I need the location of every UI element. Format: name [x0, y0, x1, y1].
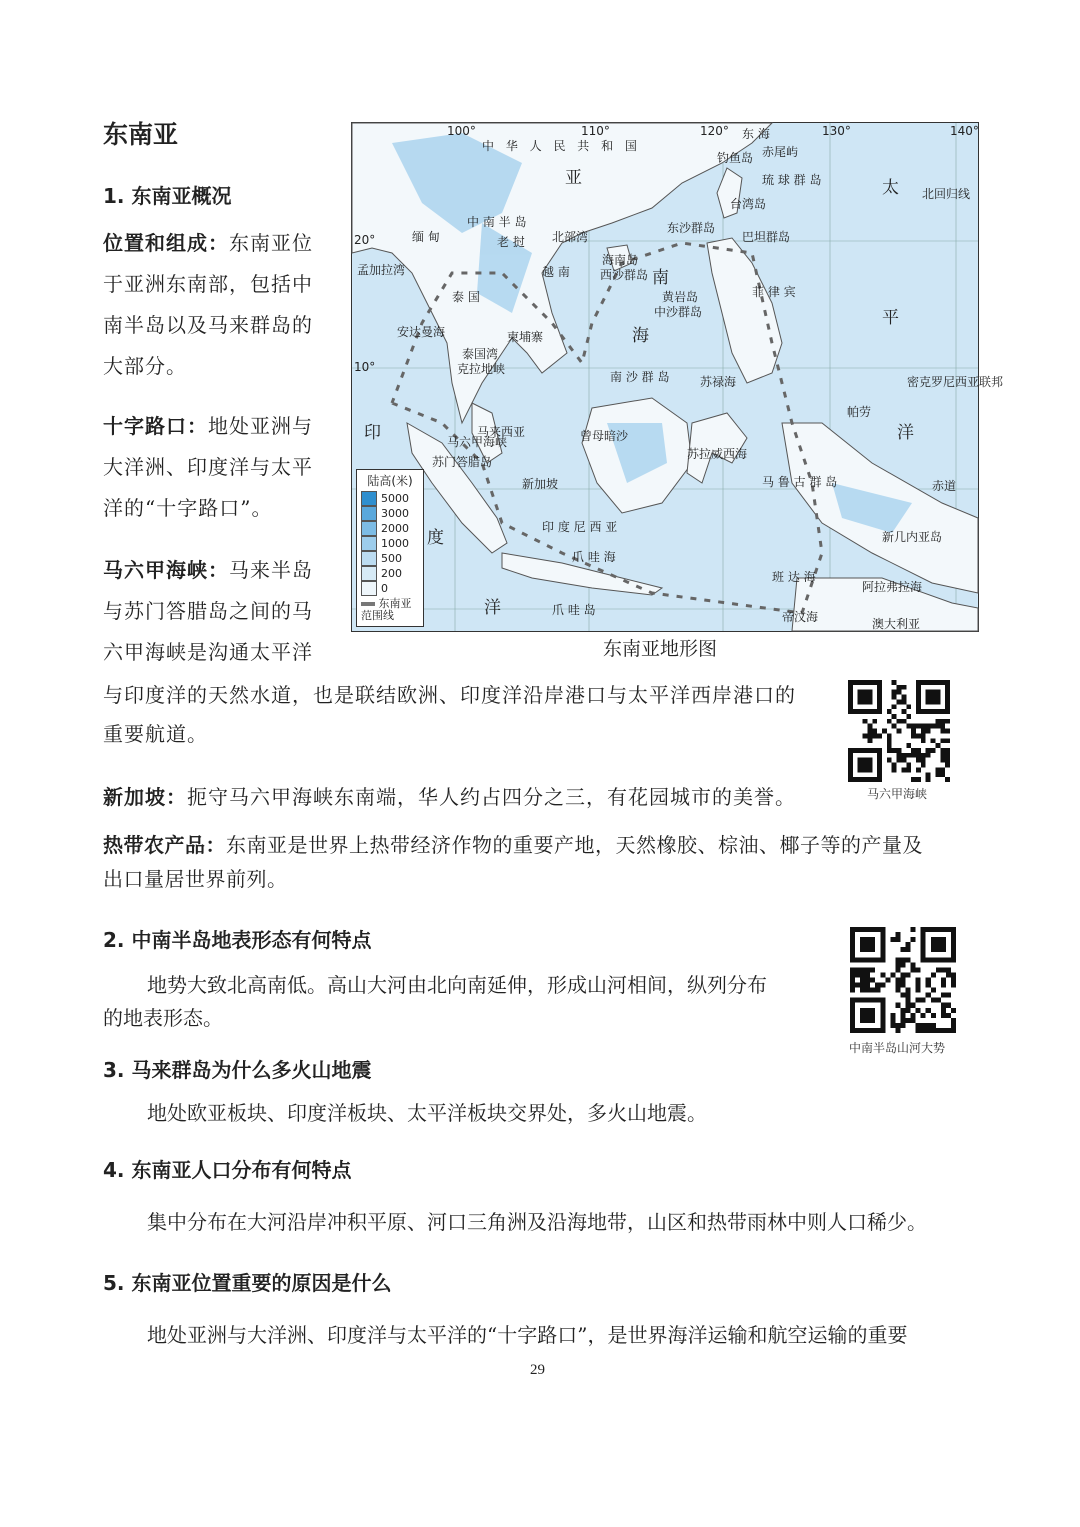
longitude-label: 140° [950, 124, 979, 138]
map-label-philippines: 菲 律 宾 [752, 285, 796, 299]
map-label-maluku: 马 鲁 古 群 岛 [762, 475, 838, 489]
legend-label: 2000 [381, 522, 409, 535]
qr-code-indochina[interactable] [850, 927, 956, 1033]
latitude-label: 20° [354, 233, 376, 247]
agriculture-paragraph [103, 828, 983, 896]
legend-swatch [361, 506, 377, 521]
map-label-tropic: 北回归线 [922, 187, 971, 201]
map-label-china: 中 华 人 民 共 和 国 [482, 139, 641, 153]
legend-row [361, 506, 423, 521]
text-line: 大洋洲、印度洋与太平 [103, 455, 313, 479]
legend-row [361, 536, 423, 551]
location-paragraph [103, 223, 338, 387]
legend-label: 3000 [381, 507, 409, 520]
map-label-south-1: 南 [652, 268, 669, 288]
map-label-zengmu: 曾母暗沙 [580, 429, 629, 443]
map-label-equator: 赤道 [932, 479, 957, 493]
malacca-label: 马六甲海峡： [103, 558, 229, 582]
map-label-new-guinea: 新几内亚岛 [882, 530, 943, 544]
map-label-xisha: 西沙群岛 [600, 268, 649, 282]
section-4-text: 集中分布在大河沿岸冲积平原、河口三角洲及沿海地带，山区和热带雨林中则人口稀少。 [147, 1210, 927, 1234]
map-label-banda: 班 达 海 [772, 570, 816, 584]
map-label-indonesia: 印 度 尼 西 亚 [542, 520, 618, 534]
text-line: 洋的“十字路口”。 [103, 496, 273, 520]
map-label-myanmar: 缅 甸 [412, 230, 440, 244]
text-line: 扼守马六甲海峡东南端，华人约占四分之三，有花园城市的美誉。 [187, 785, 796, 809]
text-line: 的地表形态。 [103, 1006, 223, 1030]
map-label-singapore: 新加坡 [522, 477, 559, 491]
southeast-asia-terrain-map [351, 122, 1004, 632]
map-label-huangyan: 黄岩岛 [662, 290, 699, 304]
map-label-asia: 亚 [565, 168, 582, 188]
text-line: 东南亚是世界上热带经济作物的重要产地，天然橡胶、棕油、椰子等的产量及 [226, 833, 923, 857]
map-label-java-sea: 爪 哇 海 [572, 550, 616, 564]
text-line: 与苏门答腊岛之间的马 [103, 599, 313, 623]
legend-swatch [361, 566, 377, 581]
qr-pattern [848, 680, 950, 782]
map-label-pacific-3: 洋 [897, 423, 914, 443]
text-line: 六甲海峡是沟通太平洋 [103, 640, 313, 664]
qr-caption-indochina: 中南半岛山河大势 [849, 1041, 946, 1055]
legend-boundary-label: 东南亚范围线 [361, 597, 412, 622]
section-4-heading: 4. 东南亚人口分布有何特点 [103, 1158, 352, 1182]
map-label-andaman: 安达曼海 [397, 325, 446, 339]
map-label-cambodia: 柬埔寨 [507, 330, 544, 344]
longitude-label: 110° [581, 124, 610, 138]
page-number: 29 [530, 1362, 545, 1378]
legend-swatch [361, 536, 377, 551]
text-line: 与印度洋的天然水道，也是联结欧洲、印度洋沿岸港口与太平洋西岸港口的 [103, 683, 796, 707]
legend-label: 1000 [381, 537, 409, 550]
legend-row [361, 521, 423, 536]
legend-swatch [361, 551, 377, 566]
map-label-hainan: 海南岛 [602, 253, 639, 267]
longitude-label: 130° [822, 124, 851, 138]
text-line: 南半岛以及马来群岛的 [103, 313, 313, 337]
map-label-india-3: 洋 [484, 598, 501, 618]
latitude-label: 10° [354, 360, 376, 374]
map-label-java: 爪 哇 岛 [552, 603, 596, 617]
legend-row [361, 551, 423, 566]
map-label-timor: 帝汶海 [782, 610, 819, 624]
crossroads-paragraph [103, 406, 338, 529]
section-3-text: 地处欧亚板块、印度洋板块、太平洋板块交界处，多火山地震。 [147, 1101, 707, 1125]
text-line: 重要航道。 [103, 722, 208, 746]
map-label-sulu: 苏禄海 [700, 375, 737, 389]
section-5-heading: 5. 东南亚位置重要的原因是什么 [103, 1271, 392, 1295]
crossroads-label: 十字路口： [103, 414, 208, 438]
map-label-malacca: 马六甲海峡 [447, 435, 508, 449]
map-label-batan: 巴坦群岛 [742, 230, 791, 244]
section-3-heading: 3. 马来群岛为什么多火山地震 [103, 1058, 372, 1082]
legend-label: 500 [381, 552, 402, 565]
singapore-paragraph [103, 777, 843, 818]
agriculture-label: 热带农产品： [103, 833, 226, 857]
map-label-ryukyu: 琉 球 群 岛 [762, 173, 822, 187]
text-line: 地处亚洲与 [208, 414, 313, 438]
qr-pattern [850, 927, 956, 1033]
singapore-label: 新加坡： [103, 785, 187, 809]
section-2-heading: 2. 中南半岛地表形态有何特点 [103, 928, 372, 952]
qr-caption-malacca: 马六甲海峡 [867, 787, 928, 801]
legend-label: 0 [381, 582, 388, 595]
map-label-india-2: 度 [427, 528, 444, 548]
text-line: 于亚洲东南部，包括中 [103, 272, 313, 296]
map-label-sumatra: 苏门答腊岛 [432, 455, 493, 469]
legend-swatch [361, 521, 377, 536]
section-1-heading: 1. 东南亚概况 [103, 184, 232, 208]
map-label-beibu: 北部湾 [552, 230, 589, 244]
map-label-pacific-1: 太 [882, 178, 899, 198]
legend-row [361, 491, 423, 506]
map-label-australia: 澳大利亚 [872, 617, 921, 631]
malacca-paragraph-top [103, 550, 343, 673]
qr-code-malacca[interactable] [848, 680, 950, 782]
map-label-pacific-2: 平 [882, 308, 899, 328]
map-label-sulawesi-sea: 苏拉威西海 [687, 447, 748, 461]
map-label-diaoyu: 钓鱼岛 [717, 151, 754, 165]
map-label-malaysia: 马来西亚 [477, 425, 526, 439]
text-line: 马来半岛 [229, 558, 313, 582]
map-label-micronesia: 密克罗尼西亚联邦 [907, 375, 1004, 389]
legend-boundary-swatch [361, 602, 375, 606]
map-label-india-1: 印 [364, 423, 381, 443]
legend-row [361, 581, 423, 596]
legend-label: 5000 [381, 492, 409, 505]
map-label-chiwei: 赤尾屿 [762, 145, 799, 159]
longitude-label: 100° [447, 124, 476, 138]
map-label-east-sea: 东 海 [742, 127, 770, 141]
legend-row [361, 566, 423, 581]
map-label-dongsha: 东沙群岛 [667, 221, 716, 235]
text-line: 东南亚位 [229, 231, 313, 255]
text-line: 地势大致北高南低。高山大河由北向南延伸，形成山河相间，纵列分布 [147, 973, 767, 997]
malacca-paragraph-bottom [103, 676, 843, 754]
map-label-thailand: 泰 国 [452, 290, 480, 304]
map-label-kra: 克拉地峡 [457, 362, 506, 376]
map-caption: 东南亚地形图 [603, 638, 718, 660]
legend-title: 陆高(米) [367, 474, 413, 488]
text-line: 大部分。 [103, 354, 187, 378]
map-label-arafura: 阿拉弗拉海 [862, 580, 923, 594]
location-label: 位置和组成： [103, 231, 229, 255]
section-5-text: 地处亚洲与大洋洲、印度洋与太平洋的“十字路口”，是世界海洋运输和航空运输的重要 [147, 1323, 908, 1347]
map-label-thai-gulf: 泰国湾 [462, 347, 499, 361]
map-label-taiwan: 台湾岛 [730, 197, 767, 211]
map-label-south-2: 海 [632, 326, 649, 346]
page-title: 东南亚 [103, 120, 179, 149]
map-label-zhongsha: 中沙群岛 [654, 305, 703, 319]
map-label-bengal: 孟加拉湾 [357, 263, 406, 277]
section-2-text [103, 969, 843, 1035]
legend-swatch [361, 491, 377, 506]
text-line: 出口量居世界前列。 [103, 867, 288, 891]
legend-swatch [361, 581, 377, 596]
legend-label: 200 [381, 567, 402, 580]
map-label-nansha: 南 沙 群 岛 [610, 370, 670, 384]
map-label-laos: 老 挝 [497, 235, 525, 249]
longitude-label: 120° [700, 124, 729, 138]
map-label-indochina: 中 南 半 岛 [467, 215, 527, 229]
map-label-palau: 帕劳 [847, 405, 872, 419]
map-label-vietnam: 越 南 [542, 265, 570, 279]
legend-boundary [361, 598, 421, 622]
map-legend [356, 469, 424, 627]
